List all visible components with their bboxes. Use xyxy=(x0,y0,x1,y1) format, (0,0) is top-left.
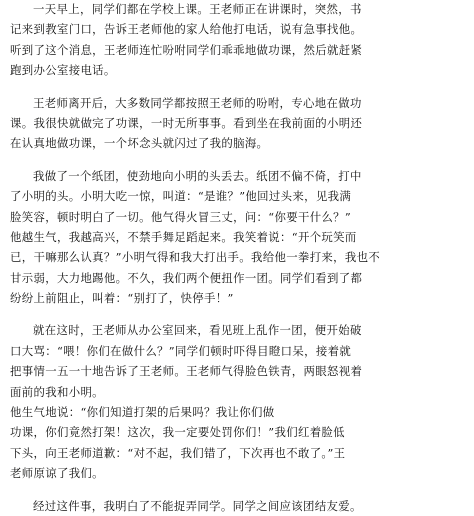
paragraph-line: 经过这件事，我明白了不能捉弄同学。同学之间应该团结友爱。 xyxy=(33,498,362,513)
paragraph-2 xyxy=(10,93,466,154)
paragraph-line: 记来到教室门口，告诉王老师他的家人给他打电话，说有急事找他。 xyxy=(10,22,363,37)
paragraph-line: 面前的我和小明。 xyxy=(10,384,104,399)
paragraph-line: 课。我很快就做完了功课，一时无所事事。看到坐在我前面的小明还 xyxy=(10,115,363,130)
paragraph-line: 口大骂：“喂！你们在做什么？”同学们顿时吓得目瞪口呆，接着就 xyxy=(10,343,352,358)
paragraph-1 xyxy=(10,0,466,81)
paragraph-line: 他越生气，我越高兴，不禁手舞足蹈起来。我笑着说：“开个玩笑而 xyxy=(10,229,357,244)
paragraph-5 xyxy=(10,496,466,516)
paragraph-line: 把事情一五一十地告诉了王老师。王老师气得脸色铁青，两眼怒视着 xyxy=(10,364,363,379)
paragraph-gap xyxy=(10,81,466,93)
paragraph-line: 我做了一个纸团，使劲地向小明的头丢去。纸团不偏不倚，打中 xyxy=(33,168,362,183)
paragraph-line: 听到了这个消息，王老师连忙吩咐同学们乖乖地做功课，然后就赶紧 xyxy=(10,42,363,57)
paragraph-line: 在认真地做功课，一个坏念头就闪过了我的脑海。 xyxy=(10,136,269,151)
paragraph-line: 他生气地说：“你们知道打架的后果吗？我让你们做 xyxy=(10,405,275,420)
paragraph-line: 甘示弱，大力地踢他。不久，我们两个便扭作一团。同学们看到了都 xyxy=(10,270,363,285)
paragraph-line: 纷纷上前阻止，叫着：“别打了，快停手！” xyxy=(10,291,234,306)
paragraph-line: 跑到办公室接电话。 xyxy=(10,63,116,78)
paragraph-line: 老师原谅了我们。 xyxy=(10,466,104,481)
paragraph-gap xyxy=(10,308,466,320)
paragraph-line: 下头，向王老师道歉：“对不起，我们错了，下次再也不敢了。”王 xyxy=(10,445,346,460)
paragraph-line: 王老师离开后，大多数同学都按照王老师的吩咐，专心地在做功 xyxy=(33,95,362,110)
paragraph-4 xyxy=(10,320,466,483)
paragraph-line: 功课，你们竟然打架！这次，我一定要处罚你们！”我们红着脸低 xyxy=(10,425,345,440)
paragraph-line: 一天早上，同学们都在学校上课。王老师正在讲课时，突然，书 xyxy=(33,2,362,16)
paragraph-line: 已，干嘛那么认真？”小明气得和我大打出手。我给他一拳打来，我也不 xyxy=(10,250,381,265)
paragraph-line: 就在这时，王老师从办公室回来，看见班上乱作一团，便开始破 xyxy=(33,323,362,338)
essay-body xyxy=(10,0,466,516)
paragraph-line: 脸笑容，顿时明白了一切。他气得火冒三丈，问：“你要干什么？” xyxy=(10,209,352,224)
paragraph-gap xyxy=(10,154,466,166)
paragraph-gap xyxy=(10,484,466,496)
paragraph-line: 了小明的头。小明大吃一惊，叫道：“是谁？”他回过头来，见我满 xyxy=(10,189,352,204)
paragraph-3 xyxy=(10,166,466,309)
